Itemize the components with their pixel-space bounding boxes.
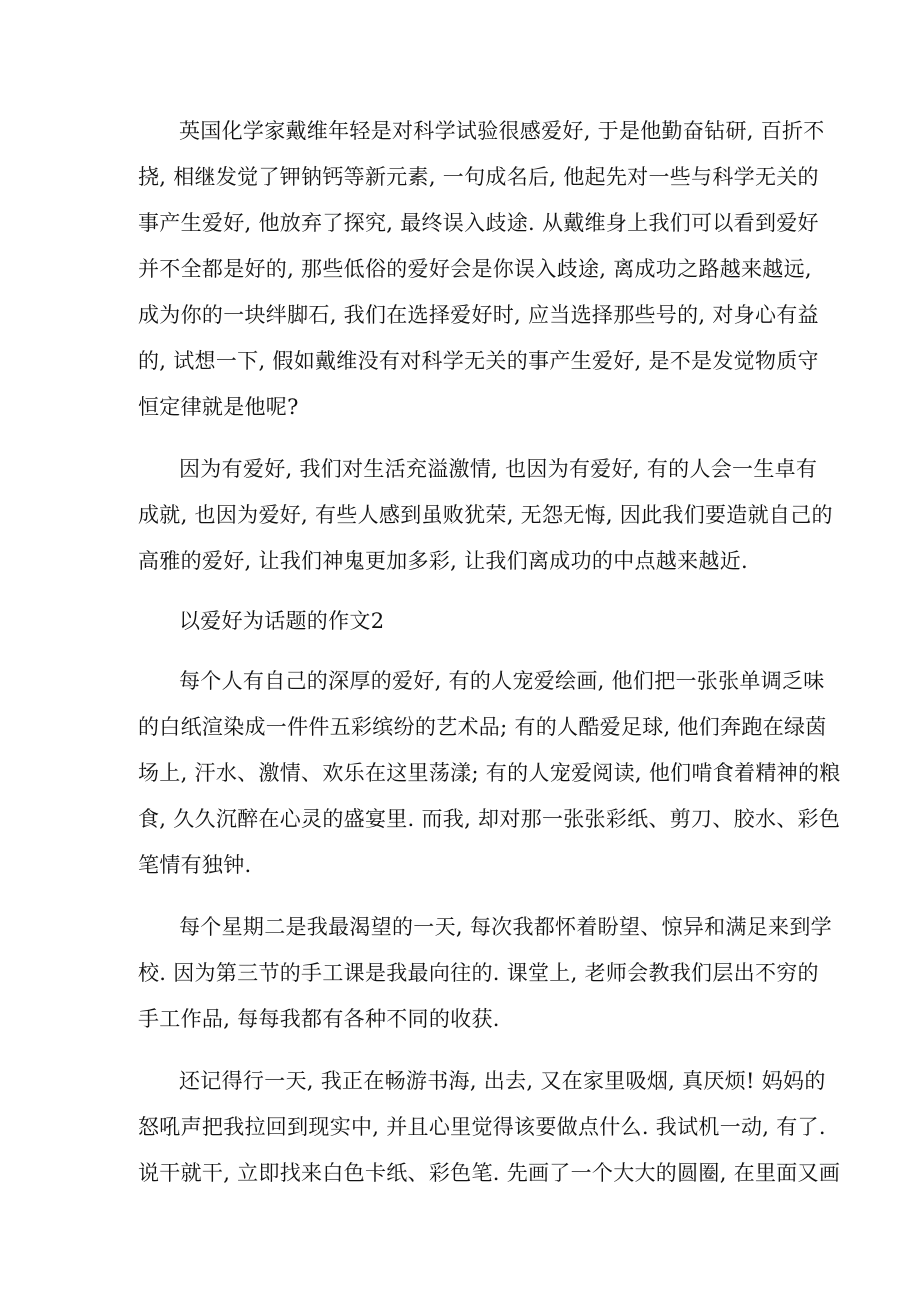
text-line: 恒定律就是他呢? (138, 395, 299, 419)
paragraph-tuesday (138, 904, 832, 1042)
text-line: 挠, 相继发觉了钾钠钙等新元素, 一句成名后, 他起先对一些与科学无关的 (138, 165, 819, 189)
text-line: 笔情有独钟. (138, 853, 252, 877)
paragraph-memory (138, 1058, 841, 1196)
paragraph-everyone-hobbies (138, 658, 841, 888)
text-line: 校. 因为第三节的手工课是我最向往的. 课堂上, 老师会教我们层出不穷的 (138, 961, 819, 985)
text-line: 成为你的一块绊脚石, 我们在选择爱好时, 应当选择那些号的, 对身心有益 (138, 303, 819, 327)
text-line: 英国化学家戴维年轻是对科学试验很感爱好, 于是他勤奋钻研, 百折不 (179, 119, 825, 143)
paragraph-spacer (138, 430, 788, 446)
text-line: 事产生爱好, 他放弃了探究, 最终误入歧途. 从戴维身上我们可以看到爱好 (138, 211, 819, 235)
text-line: 高雅的爱好, 让我们神鬼更加多彩, 让我们离成功的中点越来越近. (138, 549, 748, 573)
text-line: 每个星期二是我最渴望的一天, 每次我都怀着盼望、惊异和满足来到学 (179, 915, 832, 939)
essay-title: 以爱好为话题的作文2 (179, 609, 385, 633)
text-line: 的白纸渲染成一件件五彩缤纷的艺术品; 有的人酷爱足球, 他们奔跑在绿茵 (138, 715, 827, 739)
paragraph-davy (138, 108, 825, 430)
text-line: 手工作品, 每每我都有各种不同的收获. (138, 1007, 500, 1031)
text-line: 还记得行一天, 我正在畅游书海, 出去, 又在家里吸烟, 真厌烦! 妈妈的 (179, 1069, 826, 1093)
paragraph-hobby-passion (138, 446, 833, 584)
text-line: 并不全都是好的, 那些低俗的爱好会是你误入歧途, 离成功之路越来越远, (138, 257, 812, 281)
text-line: 说干就干, 立即找来白色卡纸、彩色笔. 先画了一个大大的圆圈, 在里面又画 (138, 1161, 841, 1185)
text-line: 每个人有自己的深厚的爱好, 有的人宠爱绘画, 他们把一张张单调乏味 (179, 669, 825, 693)
text-line: 怒吼声把我拉回到现实中, 并且心里觉得该要做点什么. 我试机一动, 有了. (138, 1115, 826, 1139)
document-body (138, 108, 841, 1196)
text-line: 成就, 也因为爱好, 有些人感到虽败犹荣, 无怨无悔, 因此我们要造就自己的 (138, 503, 833, 527)
essay-heading (138, 598, 788, 644)
text-line: 食, 久久沉醉在心灵的盛宴里. 而我, 却对那一张张彩纸、剪刀、胶水、彩色 (138, 807, 841, 831)
paragraph-spacer (138, 888, 788, 904)
text-line: 因为有爱好, 我们对生活充溢激情, 也因为有爱好, 有的人会一生卓有 (179, 457, 818, 481)
paragraph-spacer (138, 1042, 788, 1058)
text-line: 场上, 汗水、激情、欢乐在这里荡漾; 有的人宠爱阅读, 他们啃食着精神的粮 (138, 761, 841, 785)
paragraph-spacer (138, 584, 788, 598)
paragraph-spacer (138, 644, 788, 658)
text-line: 的, 试想一下, 假如戴维没有对科学无关的事产生爱好, 是不是发觉物质守 (138, 349, 819, 373)
